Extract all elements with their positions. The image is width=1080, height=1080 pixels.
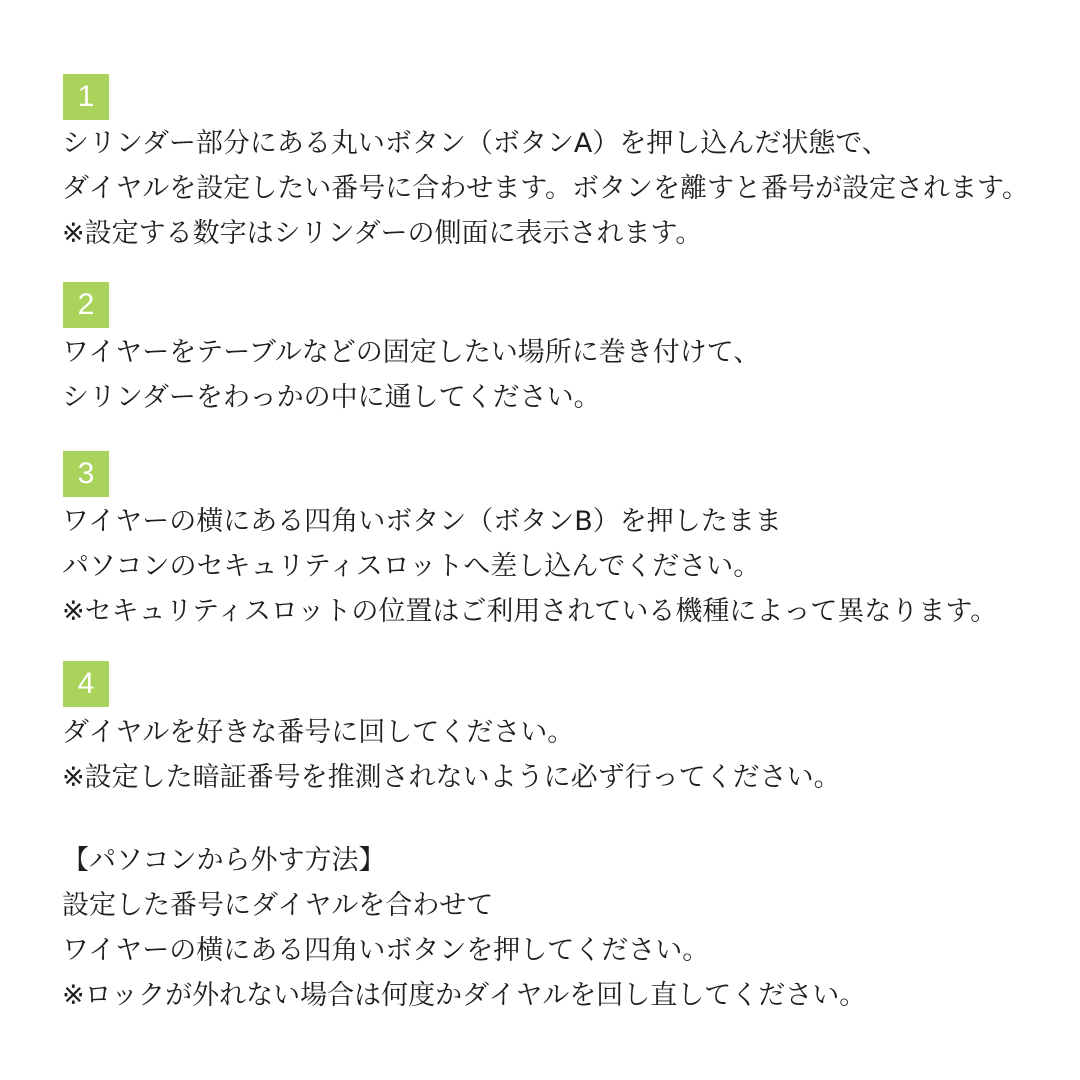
step-number-badge: 4: [63, 661, 109, 707]
step-instructions: [62, 499, 997, 634]
step-number-badge: 2: [63, 282, 109, 328]
step-number-badge: 1: [63, 74, 109, 120]
instruction-line: ワイヤーの横にある四角いボタンを押してください。: [62, 935, 710, 966]
note-line: ※ロックが外れない場合は何度かダイヤルを回し直してください。: [62, 980, 867, 1011]
instruction-line: 設定した番号にダイヤルを合わせて: [62, 890, 494, 921]
step-instructions: [62, 710, 841, 800]
instruction-line: シリンダー部分にある丸いボタン（ボタンA）を押し込んだ状態で、: [62, 128, 889, 159]
removal-heading: 【パソコンから外す方法】: [62, 845, 386, 876]
instruction-line: ダイヤルを好きな番号に回してください。: [62, 717, 575, 748]
step-instructions: [62, 330, 760, 420]
note-line: ※セキュリティスロットの位置はご利用されている機種によって異なります。: [62, 596, 998, 627]
removal-section: [62, 838, 866, 1018]
instruction-line: パソコンのセキュリティスロットへ差し込んでください。: [62, 551, 761, 582]
note-line: ※設定した暗証番号を推測されないように必ず行ってください。: [62, 762, 841, 793]
instruction-line: ワイヤーの横にある四角いボタン（ボタンB）を押したまま: [62, 506, 782, 537]
instruction-line: ダイヤルを設定したい番号に合わせます。ボタンを離すと番号が設定されます。: [62, 173, 1029, 204]
instruction-line: ワイヤーをテーブルなどの固定したい場所に巻き付けて、: [62, 337, 761, 368]
instruction-line: シリンダーをわっかの中に通してください。: [62, 382, 601, 413]
note-line: ※設定する数字はシリンダーの側面に表示されます。: [62, 218, 703, 249]
step-instructions: [62, 121, 1029, 256]
step-number-badge: 3: [63, 451, 109, 497]
